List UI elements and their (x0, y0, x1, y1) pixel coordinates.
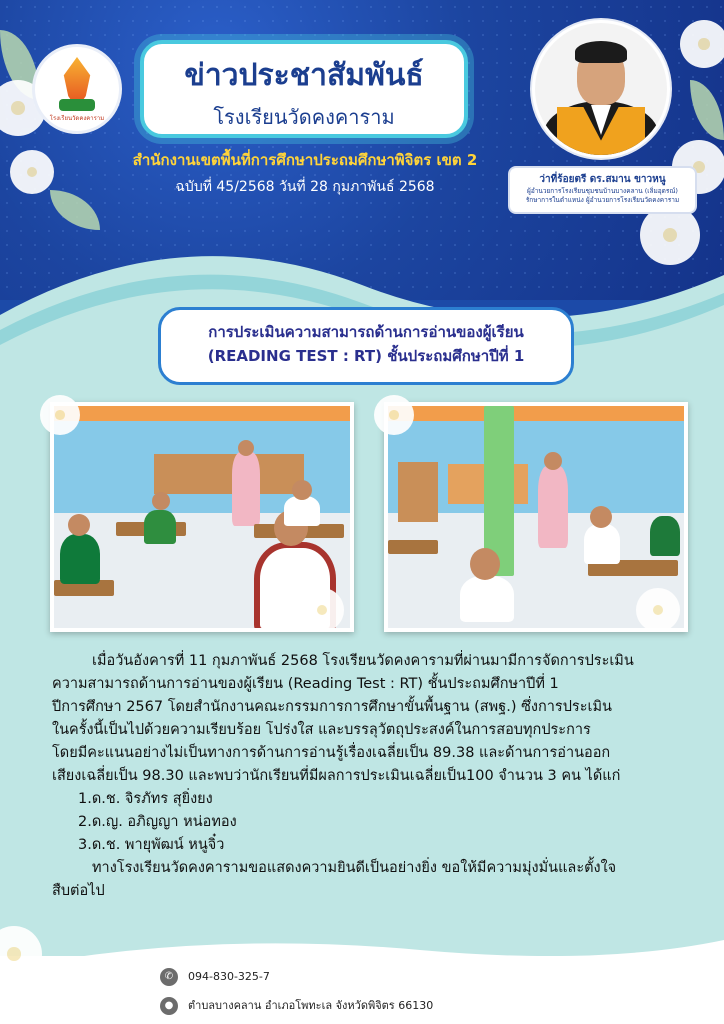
flower-decoration (40, 395, 80, 435)
office-name: สำนักงานเขตพื้นที่การศึกษาประถมศึกษาพิจิตร เขต 2 (132, 151, 478, 169)
student-list-item: 1.ด.ช. จิรภัทร สุยิ่งยง (78, 791, 213, 807)
body-line: เสียงเฉลี่ยเป็น 98.30 และพบว่านักเรียนที่มีผลการประเมินเฉลี่ยเป็น100 จำนวน 3 คน ได้แก่ (52, 768, 621, 784)
phone-icon: ✆ (160, 968, 178, 986)
issue-info: ฉบับที่ 45/2568 วันที่ 28 กุมภาพันธ์ 2568 (175, 179, 435, 195)
phone-number: 094-830-325-7 (188, 970, 270, 983)
page-title: ข่าวประชาสัมพันธ์ (184, 58, 424, 93)
director-acting-position: รักษาการในตำแหน่ง ผู้อำนวยการโรงเรียนวัดคงคาราม (525, 196, 680, 204)
school-name: โรงเรียนวัดคงคาราม (213, 105, 395, 129)
address-text: ตำบลบางคลาน อำเภอโพทะเล จังหวัดพิจิตร 66130 (188, 999, 434, 1012)
body-line: ความสามารถด้านการอ่านของผู้เรียน (Reading Test : RT) ชั้นประถมศึกษาปีที่ 1 (52, 676, 559, 692)
school-logo (32, 44, 122, 134)
director-portrait (532, 20, 670, 158)
news-body (52, 650, 682, 903)
body-line: ปีการศึกษา 2567 โดยสำนักงานคณะกรรมการการศึกษาขั้นพื้นฐาน (สพฐ.) ซึ่งการประเมิน (52, 699, 612, 715)
headline-line-2: (READING TEST : RT) ชั้นประถมศึกษาปีที่ 1 (207, 347, 525, 365)
headline-line-1: การประเมินความสามารถด้านการอ่านของผู้เรียน (208, 323, 524, 341)
body-line: ในครั้งนี้เป็นไปด้วยความเรียบร้อย โปร่งใส และบรรลุวัตถุประสงค์ในการสอบทุกประการ (52, 722, 591, 738)
closing-line: สืบต่อไป (52, 883, 105, 899)
flower-decoration (374, 395, 414, 435)
director-name: ว่าที่ร้อยตรี ดร.สมาน ขาวหนู (539, 174, 666, 185)
flower-decoration (680, 20, 724, 68)
flower-decoration (10, 150, 54, 194)
director-name-card (508, 166, 697, 214)
title-box (140, 40, 468, 138)
flower-decoration (636, 588, 680, 632)
phone-contact (160, 968, 270, 986)
student-list-item: 3.ด.ช. พายุพัฒน์ หนูจิ๋ว (78, 837, 225, 853)
footer (0, 956, 724, 1024)
student-list-item: 2.ด.ญ. อภิญญา หน่อทอง (78, 814, 237, 830)
emblem-base (59, 99, 95, 111)
location-pin-icon: ● (160, 997, 178, 1015)
body-line: โดยมีคะแนนอย่างไม่เป็นทางการด้านการอ่านรู้เรื่องเฉลี่ยเป็น 89.38 และด้านการอ่านออก (52, 745, 611, 761)
body-paragraph-intro: เมื่อวันอังคารที่ 11 กุมภาพันธ์ 2568 โรงเรียนวัดคงคารามที่ผ่านมามีการจัดการประเมิน (92, 653, 634, 669)
logo-caption: โรงเรียนวัดคงคาราม (49, 115, 105, 122)
news-headline (158, 307, 574, 385)
closing-paragraph: ทางโรงเรียนวัดคงคารามขอแสดงความยินดีเป็นอย่างยิ่ง ขอให้มีความมุ่งมั่นและตั้งใจ (92, 860, 617, 876)
director-position: ผู้อำนวยการโรงเรียนชุมชนบ้านบางคลาน (เลิ่มอุดรณ์) (527, 187, 678, 195)
flower-decoration (300, 588, 344, 632)
address-contact (160, 996, 433, 1015)
